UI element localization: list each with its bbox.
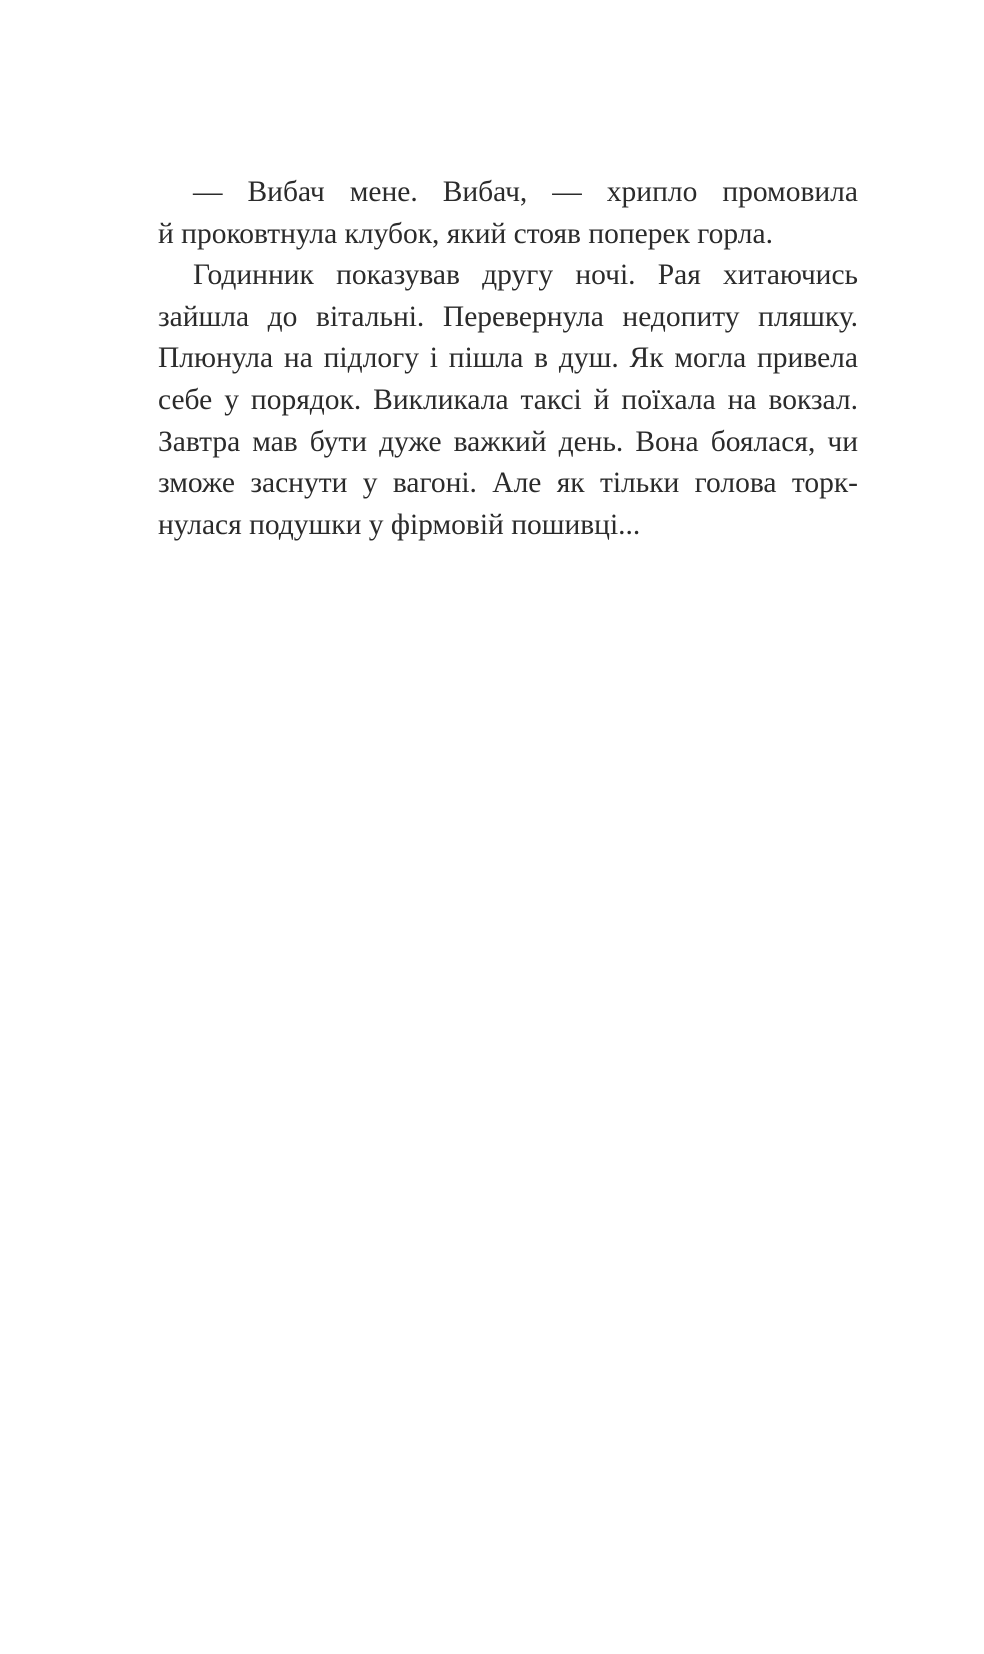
text-line: зможе заснути у вагоні. Але як тільки голова торк-: [158, 467, 858, 500]
text-line: Годинник показував другу ночі. Рая хитаючись: [193, 259, 858, 292]
text-line: й проковтнула клубок, який стояв поперек горла.: [158, 217, 773, 250]
text-line: зайшла до вітальні. Перевернула недопиту пляшку.: [158, 300, 858, 333]
text-line: — Вибач мене. Вибач, — хрипло промовила: [193, 176, 858, 208]
text-line: Плюнула на підлогу і пішла в душ. Як могла привела: [158, 342, 858, 375]
paragraph-1: [158, 172, 858, 255]
text-line: нулася подушки у фірмовій пошивці...: [158, 508, 641, 541]
text-line: Завтра мав бути дуже важкий день. Вона боялася, чи: [158, 425, 858, 458]
text-line: себе у порядок. Викликала таксі й поїхала на вокзал.: [158, 383, 858, 416]
body-text: [158, 172, 858, 546]
paragraph-2: [158, 255, 858, 546]
